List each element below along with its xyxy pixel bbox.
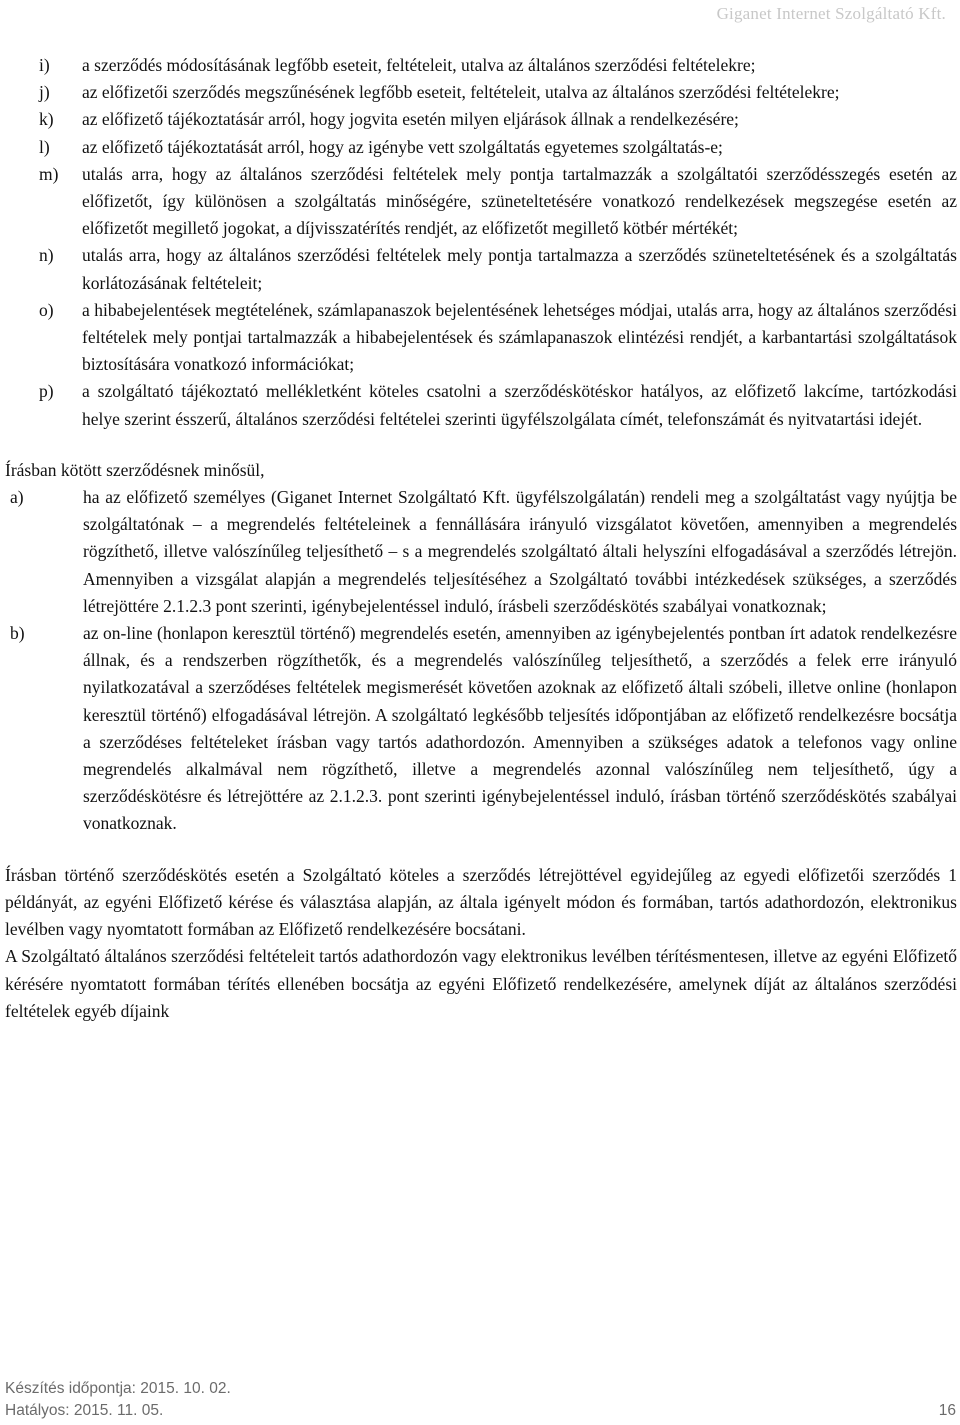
paragraph-terms-delivery: A Szolgáltató általános szerződési feltételeit tartós adathordozón vagy elektronikus levélben térítésmentesen, illetve az egyéni Előfizető kérésére nyomtatott formában térítés ellenében bocsátja az egyéni Előfizető rendelkezésére, amelynek díját az általános szerződési feltételek egyéb díjaink [5,946,957,1021]
written-contract-intro: Írásban kötött szerződésnek minősül, [5,459,265,480]
list-item-text: a szolgáltató tájékoztató mellékletként köteles csatolni a szerződéskötéskor hatályos, az előfizető lakcíme, tartózkodási helye szerint ésszerű, általános szerződési feltételei szerinti ügyfélszolgálata címét, telefonszámát és nyitvatartási idejét. [82,381,957,429]
list-marker: k) [39,109,54,130]
page-number: 16 [938,1402,956,1419]
list-item-text: ha az előfizető személyes (Giganet Internet Szolgáltató Kft. ügyfélszolgálatán) rendeli meg a szolgáltatást vagy nyújtja be szolgáltatónak – a megrendelés feltételeinek a fennállására irányuló vizsgálatot követően, amennyiben a megrendelés rögzíthető, illetve valószínűleg teljesíthető – s a megrendelés szolgáltató általi helyszíni elfogadásával a szerződés létrejön. Amennyiben a vizsgálat alapján a megrendelés teljesítéséhez a Szolgáltató további intézkedések szükséges, a szerződés létrejöttére 2.1.2.3 pont szerinti, igénybejelentéssel induló, írásbeli szerződéskötés szabályai vonatkoznak; [83,487,957,616]
list-marker: a) [10,487,24,508]
written-contract-list [5,484,957,838]
paragraph-contract-delivery: Írásban történő szerződéskötés esetén a Szolgáltató köteles a szerződés létrejöttével egyidejűleg az egyedi előfizetői szerződés 1 példányát, az egyéni Előfizető kérése és választása alapján, az általa igényelt módon és formában, tartós adathordozón, elektronikus levélben vagy nyomtatott formában az Előfizető rendelkezésére bocsátani. [5,864,957,940]
list-item-text: a hibabejelentések megtételének, számlapanaszok bejelentésének lehetséges módjai, utalás arra, hogy az általános szerződési feltételek mely pontjai tartalmazzák a hibabejelentések és számlapanaszok elintézési rendjét, a karbantartási szolgáltatások biztosítására vonatkozó információkat; [82,299,957,375]
list-item [5,106,957,133]
list-marker: m) [39,163,59,184]
list-marker: n) [39,245,54,266]
list-item-text: az előfizető tájékoztatását arról, hogy az igénybe vett szolgáltatás egyetemes szolgáltatás-e; [82,136,723,157]
list-item [5,378,957,432]
list-item-text: az előfizetői szerződés megszűnésének legfőbb eseteit, feltételeit, utalva az általános szerződési feltételekre; [82,82,840,103]
page-header-company: Giganet Internet Szolgáltató Kft. [716,4,946,23]
list-marker: i) [39,55,50,75]
list-marker: l) [39,136,50,157]
list-item [5,620,957,838]
list-item [5,484,957,620]
list-item [5,79,957,106]
list-item [5,52,957,79]
list-item [5,134,957,161]
list-marker: o) [39,299,54,320]
list-item-text: az előfizető tájékoztatásár arról, hogy jogvita esetén milyen eljárások állnak a rendelkezésére; [82,109,739,130]
footer-effective-date: Hatályos: 2015. 11. 05. [5,1402,164,1419]
list-item-text: utalás arra, hogy az általános szerződési feltételek mely pontja tartalmazza a szerződés szüneteltetésének és a szolgáltatás korlátozásának feltételeit; [82,245,957,293]
list-marker: p) [39,381,54,402]
document-body [5,52,957,1025]
list-item [5,161,957,243]
list-marker: j) [39,82,50,103]
list-item-text: az on-line (honlapon keresztül történő) megrendelés esetén, amennyiben az igénybejelentés pontban írt adatok rendelkezésre állnak, és a rendszerben rögzíthetők, és a megrendelés valószínűleg teljesíthető, a szerződés a felek erre irányuló nyilatkozatával a szerződéses feltételek megismerését követően azoknak az előfizető általi szóbeli, illetve online (honlapon keresztül történő) elfogadásával létrejön. A szolgáltató legkésőbb teljesítés időpontjában az előfizető rendelkezésre bocsátja a szerződéses feltételeket írásban vagy tartós adathordozón. Amennyiben a szükséges adatok a telefonos vagy online megrendelés alkalmával nem rögzíthető, illetve a megrendelés azonnal valószínűleg nem teljesíthető, úgy a szerződéskötésre és létrejöttére az 2.1.2.3. pont szerinti igénybejelentéssel induló, írásban történő szerződéskötés szabályai vonatkoznak. [83,623,957,834]
footer-created-date: Készítés időpontja: 2015. 10. 02. [5,1380,231,1397]
list-item [5,242,957,296]
contract-content-list [5,52,957,433]
list-item-text: utalás arra, hogy az általános szerződési feltételek mely pontja tartalmazzák a szolgáltatói szerződésszegés esetén az előfizetőt, így különösen a szolgáltatás minőségére, szüneteltetésére vonatkozó rendelkezések megszegése esetén az előfizetőt megillető jogokat, a díjvisszatérítés rendjét, az előfizetőt megillető kötbér mértékét; [82,163,957,239]
list-marker: b) [10,623,25,644]
list-item-text: a szerződés módosításának legfőbb eseteit, feltételeit, utalva az általános szerződési feltételekre; [82,55,756,75]
list-item [5,297,957,379]
